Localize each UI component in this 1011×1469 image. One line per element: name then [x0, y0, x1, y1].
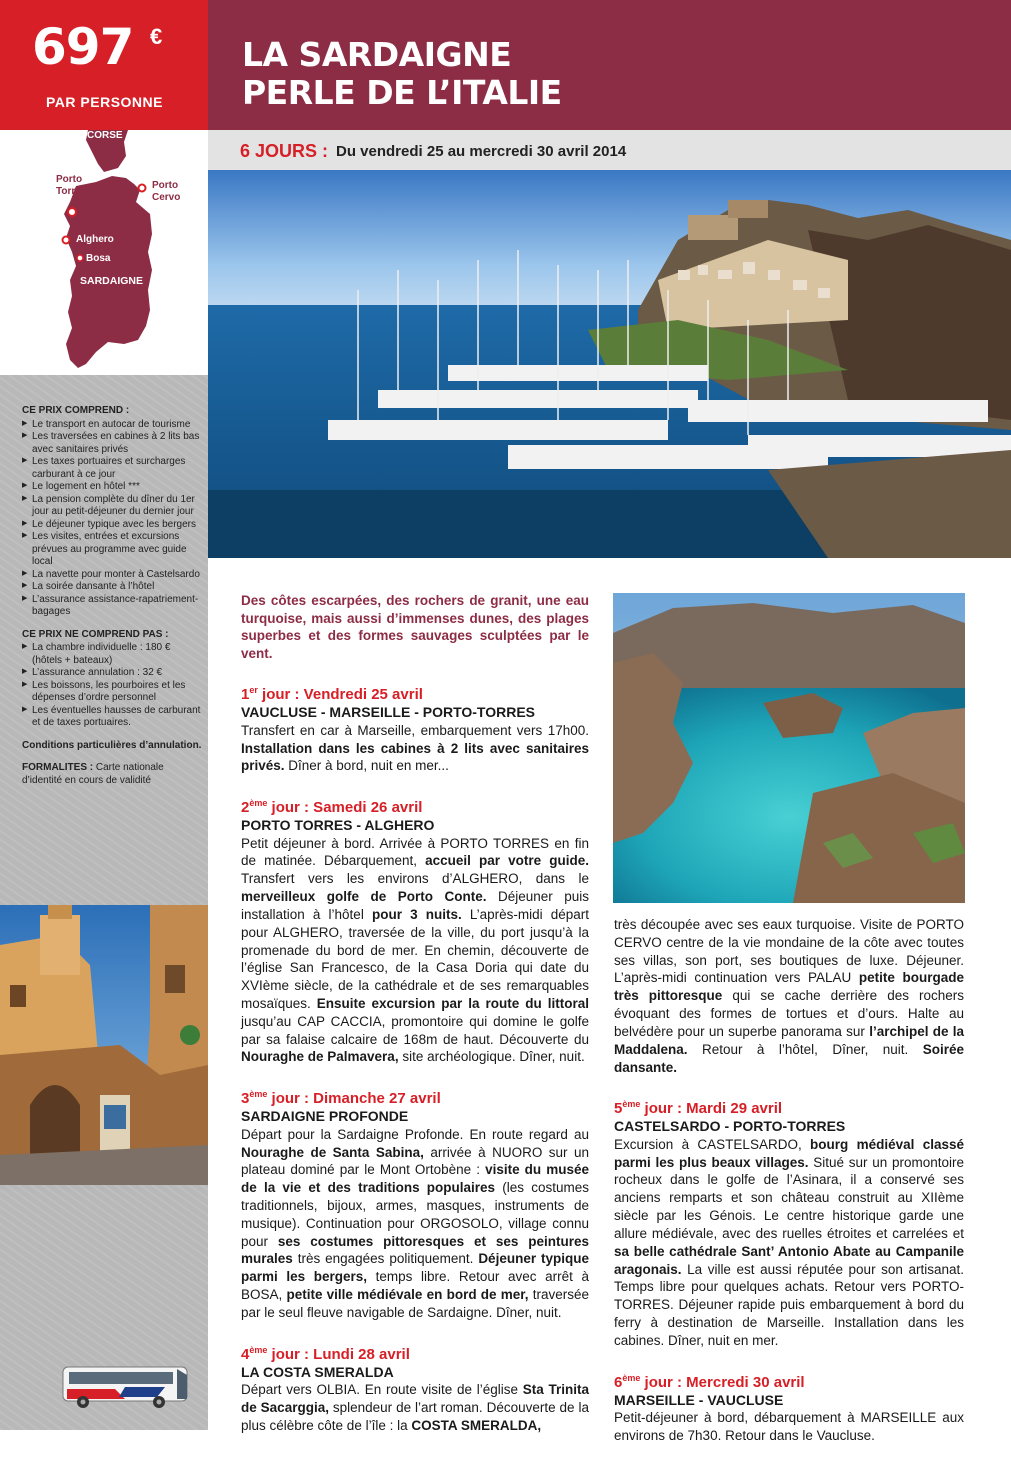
excludes-list [22, 642, 202, 730]
title-band [208, 0, 1011, 130]
price-currency: € [150, 24, 163, 49]
list-item: ▶ L’assurance assistance-rapatriement-bagages [22, 594, 202, 619]
day-1-body: Transfert en car à Marseille, embarquement vers 17h00. Installation dans les cabines à 2 lits avec sanitaires privés. Dîner à bord, nuit en mer... [241, 722, 589, 774]
sidebar-text [22, 405, 202, 797]
page-title-line2: PERLE DE L’ITALIE [242, 73, 562, 112]
formalities-text: Carte nationale d’identité en cours de validité [22, 762, 164, 786]
day-2-body: Petit déjeuner à bord. Arrivée à PORTO TORRES en fin de matinée. Débarquement, accueil par votre guide. Transfert vers les environs d’ALGHERO, dans le merveilleux golfe de Porto Conte. Déjeuner puis installation à l’hôtel pour 3 nuits. L’après-midi départ pour ALGHERO, traversée de la ville, du port jusqu’à la promenade du bord de mer. En chemin, découverte de l’église San Francesco, de la Casa Doria qui date du XVIème siècle, de la cathédrale et de ses remarquables mosaïques. Ensuite excursion par la route du littoral jusqu’au CAP CACCIA, promontoire qui domine le golfe par sa falaise calcaire de 168m de haut. Découverte du Nouraghe de Palmavera, site archéologique. Dîner, nuit. [241, 835, 590, 1065]
map-label-sardaigne: SARDAIGNE [80, 275, 144, 287]
day-4-continued [614, 916, 964, 1076]
trip-duration: 6 JOURS : [240, 141, 329, 161]
day-5-heading: 5ème jour : Mardi 29 avril [614, 1099, 783, 1118]
list-item: ▶ La navette pour monter à Castelsardo [22, 569, 202, 582]
map-label-corse: CORSE [87, 130, 123, 141]
itinerary-left-column [241, 592, 589, 1459]
trip-dates-bar [208, 130, 1011, 170]
day-1 [241, 686, 589, 775]
page-title-line1: LA SARDAIGNE [242, 35, 512, 74]
map-label-alghero: Alghero [76, 234, 114, 245]
formalities [22, 762, 202, 787]
formalities-label: FORMALITES : [22, 762, 94, 773]
map-label-bosa: Bosa [86, 253, 111, 264]
list-item: ▶ Les éventuelles hausses de carburant et de taxes portuaires. [22, 705, 202, 730]
day-1-route: VAUCLUSE - MARSEILLE - PORTO-TORRES [241, 704, 536, 721]
intro-paragraph: Des côtes escarpées, des rochers de granit, une eau turquoise, mais aussi d’immenses dunes, des plages superbes et des formes sauvages sculptées par le vent. [241, 593, 589, 661]
day-3-route: SARDAIGNE PROFONDE [241, 1108, 409, 1125]
list-item: ▶ Le déjeuner typique avec les bergers [22, 519, 202, 532]
list-item: ▶ Les visites, entrées et excursions prévues au programme avec guide local [22, 531, 202, 569]
day-4-body-end: très découpée avec ses eaux turquoise. Visite de PORTO CERVO centre de la vie mondaine de la côte avec toutes ses villas, son port, ses boutiques de luxe. Déjeuner. L’après-midi continuation vers PALAU petite bourgade très pittoresque qui se cache derrière des rochers évoquant des formes de tortues et d’ours. Halte au belvédère pour un superbe panorama sur l’archipel de la Maddalena. Retour à l’hôtel, Dîner, nuit. Soirée dansante. [614, 917, 964, 1075]
trip-dates: Du vendredi 25 au mercredi 30 avril 2014 [336, 143, 627, 160]
list-item: ▶ Les taxes portuaires et surcharges carburant à ce jour [22, 456, 202, 481]
day-6-heading: 6ème jour : Mercredi 30 avril [614, 1372, 805, 1391]
price-box [0, 0, 208, 130]
day-3-heading: 3ème jour : Dimanche 27 avril [241, 1089, 441, 1108]
day-4 [241, 1346, 589, 1435]
day-2-heading: 2ème jour : Samedi 26 avril [241, 798, 423, 817]
list-item: ▶ La chambre individuelle : 180 € (hôtels + bateaux) [22, 642, 202, 667]
turquoise-cove-photo [613, 593, 965, 903]
includes-title: CE PRIX COMPREND : [22, 405, 130, 416]
day-4-route: LA COSTA SMERALDA [241, 1363, 394, 1380]
village-street-photo [0, 905, 208, 1185]
price-per-person: PAR PERSONNE [46, 94, 163, 110]
day-6-body: Petit-déjeuner à bord, débarquement à MARSEILLE aux environs de 7h30. Retour dans le Vaucluse. [614, 1410, 964, 1443]
list-item: ▶ Le transport en autocar de tourisme [22, 419, 202, 432]
list-item: ▶ La soirée dansante à l’hôtel [22, 581, 202, 594]
cancellation-conditions: Conditions particulières d’annulation. [22, 739, 202, 751]
day-2-route: PORTO TORRES - ALGHERO [241, 817, 435, 834]
day-1-heading: 1er jour : Vendredi 25 avril [241, 685, 423, 704]
list-item: ▶ Le logement en hôtel *** [22, 481, 202, 494]
map-label-porto-torres: Porto Torres [56, 174, 87, 197]
day-5-body: Excursion à CASTELSARDO, bourg médiéval classé parmi les plus beaux villages. Situé sur un promontoire rocheux dans le golfe de l’Asinara, il a conservé ses anciens remparts et son château construit au XIIème siècle par les Génois. Le centre historique garde une allure médiévale, avec des ruelles étroites et carrelées et sa belle cathédrale Sant’ Antonio Abate au Campanile aragonais. La ville est aussi réputée pour son artisanat. Temps libre pour quelques achats. Retour vers PORTO-TORRES. Déjeuner rapide puis embarquement à bord du ferry à destination de Marseille. Installation dans les cabines. Dîner, nuit en mer. [614, 1136, 964, 1348]
day-4-heading: 4ème jour : Lundi 28 avril [241, 1344, 410, 1363]
bus-illustration [45, 1355, 195, 1415]
map-label-porto-cervo: Porto Cervo [152, 180, 181, 203]
day-3-body: Départ pour la Sardaigne Profonde. En route regard au Nouraghe de Santa Sabina, arrivée à NUORO sur un plateau dominé par le Mont Ortobène : visite du musée de la vie et des traditions populaires (les costumes traditionnels, bijoux, armes, masques, instruments de musique). Continuation pour ORGOSOLO, village connu pour ses costumes pittoresques et ses peintures murales très engagées politiquement. Déjeuner typique parmi les bergers, temps libre. Retour avec arrêt à BOSA, petite ville médiévale en bord de mer, traversée par le seul fleuve navigable de Sardaigne. Dîner, nuit. [241, 1126, 590, 1320]
list-item: ▶ Les traversées en cabines à 2 lits bas avec sanitaires privés [22, 431, 202, 456]
day-3 [241, 1090, 589, 1321]
includes-list [22, 419, 202, 619]
itinerary-right-column [614, 916, 964, 1469]
day-6 [614, 1374, 964, 1445]
day-5 [614, 1100, 964, 1349]
day-5-route: CASTELSARDO - PORTO-TORRES [614, 1118, 846, 1135]
sardinia-map [0, 130, 208, 375]
price-amount: 697 [32, 18, 134, 76]
list-item: ▶ Les boissons, les pourboires et les dépenses d’ordre personnel [22, 680, 202, 705]
day-2 [241, 799, 589, 1066]
day-6-route: MARSEILLE - VAUCLUSE [614, 1391, 784, 1408]
day-4-body-start: Départ vers OLBIA. En route visite de l’église Sta Trinita de Sacarggia, splendeur de l’art roman. Découverte de la plus célèbre côte de l’île : la COSTA SMERALDA, [241, 1382, 589, 1433]
list-item: ▶ L’assurance annulation : 32 € [22, 667, 202, 680]
excludes-title: CE PRIX NE COMPREND PAS : [22, 628, 169, 640]
castelsardo-harbor-photo [208, 170, 1011, 558]
sidebar-conditions [0, 375, 208, 1430]
list-item: ▶ La pension complète du dîner du 1er jour au petit-déjeuner du dernier jour [22, 494, 202, 519]
